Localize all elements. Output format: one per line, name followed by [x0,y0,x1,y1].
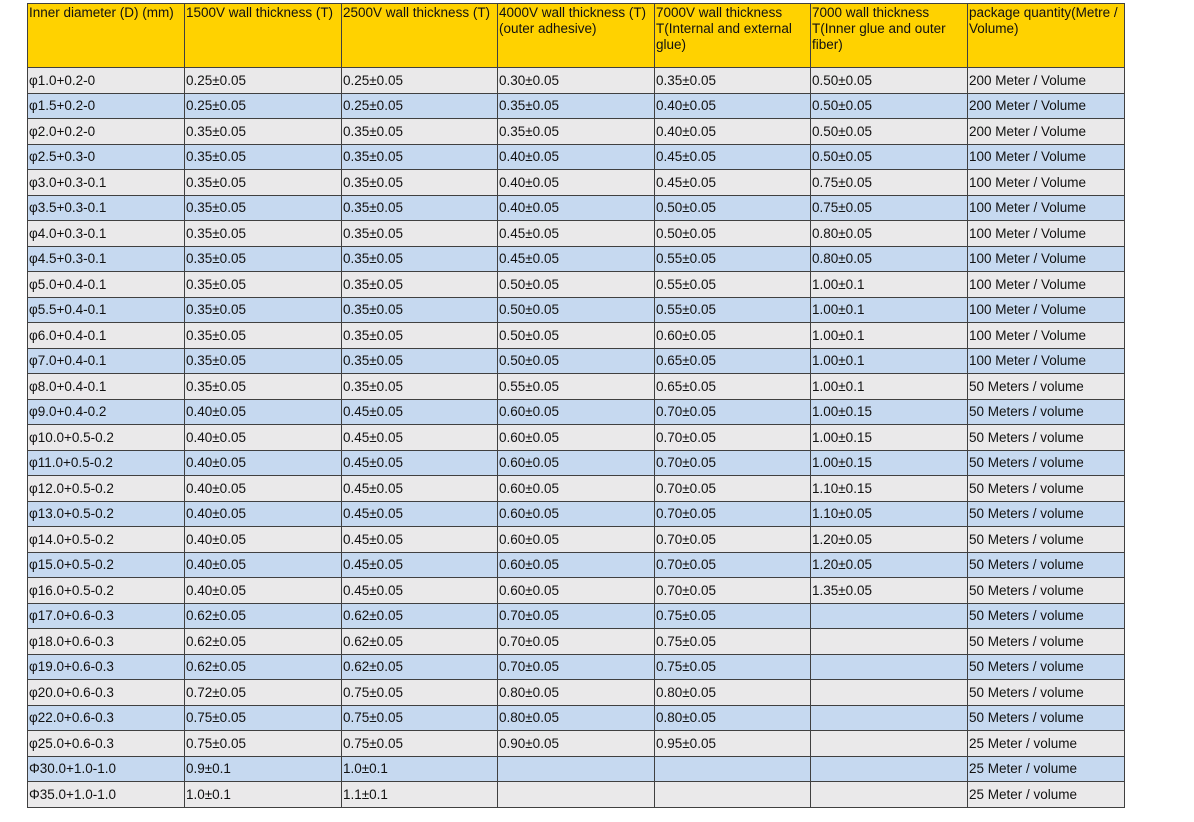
thickness-1500v-cell: 0.35±0.05 [185,348,342,374]
thickness-2500v-cell: 0.75±0.05 [342,680,498,706]
thickness-2500v-cell: 0.35±0.05 [342,323,498,349]
thickness-4000v-cell: 0.35±0.05 [498,119,655,145]
table-row [28,731,1125,757]
package-quantity-cell: 200 Meter / Volume [968,119,1125,145]
thickness-1500v-cell: 0.35±0.05 [185,246,342,272]
thickness-4000v-cell: 0.45±0.05 [498,246,655,272]
thickness-2500v-cell: 0.62±0.05 [342,654,498,680]
thickness-4000v-cell: 0.55±0.05 [498,374,655,400]
table-row [28,221,1125,247]
table-row [28,603,1125,629]
header-row [28,4,1125,68]
thickness-7000-fiber-cell: 0.75±0.05 [811,195,968,221]
thickness-4000v-cell: 0.60±0.05 [498,425,655,451]
thickness-7000v-glue-cell: 0.70±0.05 [655,476,811,502]
thickness-7000v-glue-cell: 0.40±0.05 [655,119,811,145]
inner-diameter-cell: φ19.0+0.6-0.3 [28,654,185,680]
thickness-2500v-cell: 0.35±0.05 [342,221,498,247]
thickness-4000v-cell: 0.80±0.05 [498,680,655,706]
thickness-7000v-glue-cell: 0.55±0.05 [655,297,811,323]
thickness-7000v-glue-cell [655,756,811,782]
package-quantity-cell: 100 Meter / Volume [968,246,1125,272]
thickness-7000v-glue-cell: 0.70±0.05 [655,425,811,451]
thickness-7000v-glue-cell: 0.45±0.05 [655,144,811,170]
thickness-7000-fiber-cell: 1.35±0.05 [811,578,968,604]
thickness-1500v-cell: 0.40±0.05 [185,399,342,425]
thickness-7000-fiber-cell: 1.00±0.1 [811,348,968,374]
thickness-2500v-cell: 0.25±0.05 [342,93,498,119]
thickness-4000v-cell: 0.50±0.05 [498,297,655,323]
package-quantity-cell: 50 Meters / volume [968,680,1125,706]
inner-diameter-cell: φ22.0+0.6-0.3 [28,705,185,731]
thickness-1500v-cell: 0.9±0.1 [185,756,342,782]
package-quantity-cell: 100 Meter / Volume [968,144,1125,170]
inner-diameter-cell: φ1.5+0.2-0 [28,93,185,119]
table-row [28,348,1125,374]
thickness-7000v-glue-cell: 0.35±0.05 [655,68,811,94]
header-2500v-thickness: 2500V wall thickness (T) [342,4,498,68]
thickness-4000v-cell [498,782,655,808]
thickness-4000v-cell: 0.60±0.05 [498,501,655,527]
package-quantity-cell: 100 Meter / Volume [968,297,1125,323]
table-row [28,501,1125,527]
thickness-4000v-cell: 0.80±0.05 [498,705,655,731]
thickness-1500v-cell: 0.35±0.05 [185,144,342,170]
table-row [28,170,1125,196]
thickness-7000v-glue-cell: 0.75±0.05 [655,629,811,655]
thickness-1500v-cell: 0.40±0.05 [185,552,342,578]
table-row [28,756,1125,782]
header-7000-fiber-thickness: 7000 wall thickness T(Inner glue and outer fiber) [811,4,968,68]
thickness-4000v-cell: 0.40±0.05 [498,195,655,221]
table-row [28,425,1125,451]
package-quantity-cell: 100 Meter / Volume [968,170,1125,196]
thickness-1500v-cell: 0.35±0.05 [185,119,342,145]
thickness-1500v-cell: 0.35±0.05 [185,297,342,323]
package-quantity-cell: 50 Meters / volume [968,527,1125,553]
table-row [28,450,1125,476]
inner-diameter-cell: φ20.0+0.6-0.3 [28,680,185,706]
thickness-7000v-glue-cell: 0.80±0.05 [655,680,811,706]
thickness-7000v-glue-cell: 0.50±0.05 [655,221,811,247]
thickness-1500v-cell: 0.35±0.05 [185,221,342,247]
thickness-2500v-cell: 0.62±0.05 [342,603,498,629]
spec-table [27,3,1125,808]
inner-diameter-cell: φ4.0+0.3-0.1 [28,221,185,247]
thickness-7000-fiber-cell: 1.00±0.15 [811,425,968,451]
thickness-4000v-cell: 0.70±0.05 [498,654,655,680]
header-4000v-thickness: 4000V wall thickness (T) (outer adhesive) [498,4,655,68]
thickness-2500v-cell: 1.0±0.1 [342,756,498,782]
thickness-7000-fiber-cell [811,629,968,655]
thickness-1500v-cell: 0.62±0.05 [185,629,342,655]
thickness-7000v-glue-cell [655,782,811,808]
thickness-4000v-cell: 0.60±0.05 [498,527,655,553]
table-row [28,782,1125,808]
package-quantity-cell: 100 Meter / Volume [968,323,1125,349]
inner-diameter-cell: φ3.5+0.3-0.1 [28,195,185,221]
inner-diameter-cell: φ1.0+0.2-0 [28,68,185,94]
thickness-2500v-cell: 0.62±0.05 [342,629,498,655]
table-row [28,144,1125,170]
inner-diameter-cell: φ12.0+0.5-0.2 [28,476,185,502]
thickness-2500v-cell: 0.45±0.05 [342,527,498,553]
inner-diameter-cell: φ6.0+0.4-0.1 [28,323,185,349]
thickness-7000v-glue-cell: 0.55±0.05 [655,272,811,298]
thickness-7000-fiber-cell: 1.00±0.15 [811,399,968,425]
package-quantity-cell: 50 Meters / volume [968,476,1125,502]
package-quantity-cell: 100 Meter / Volume [968,272,1125,298]
thickness-2500v-cell: 0.25±0.05 [342,68,498,94]
package-quantity-cell: 50 Meters / volume [968,578,1125,604]
thickness-7000-fiber-cell: 1.00±0.1 [811,272,968,298]
package-quantity-cell: 100 Meter / Volume [968,348,1125,374]
package-quantity-cell: 25 Meter / volume [968,756,1125,782]
inner-diameter-cell: φ15.0+0.5-0.2 [28,552,185,578]
package-quantity-cell: 50 Meters / volume [968,603,1125,629]
thickness-1500v-cell: 0.40±0.05 [185,476,342,502]
thickness-1500v-cell: 0.35±0.05 [185,272,342,298]
table-header [28,4,1125,68]
thickness-7000-fiber-cell: 1.00±0.1 [811,374,968,400]
thickness-1500v-cell: 1.0±0.1 [185,782,342,808]
table-row [28,629,1125,655]
thickness-7000-fiber-cell [811,603,968,629]
thickness-7000v-glue-cell: 0.70±0.05 [655,552,811,578]
thickness-2500v-cell: 0.45±0.05 [342,450,498,476]
thickness-7000-fiber-cell: 1.20±0.05 [811,527,968,553]
package-quantity-cell: 50 Meters / volume [968,629,1125,655]
inner-diameter-cell: φ17.0+0.6-0.3 [28,603,185,629]
inner-diameter-cell: φ10.0+0.5-0.2 [28,425,185,451]
inner-diameter-cell: Φ35.0+1.0-1.0 [28,782,185,808]
inner-diameter-cell: φ18.0+0.6-0.3 [28,629,185,655]
thickness-7000v-glue-cell: 0.55±0.05 [655,246,811,272]
thickness-2500v-cell: 0.35±0.05 [342,144,498,170]
inner-diameter-cell: φ3.0+0.3-0.1 [28,170,185,196]
thickness-7000-fiber-cell: 0.50±0.05 [811,93,968,119]
thickness-7000-fiber-cell: 1.20±0.05 [811,552,968,578]
thickness-4000v-cell: 0.70±0.05 [498,629,655,655]
inner-diameter-cell: φ7.0+0.4-0.1 [28,348,185,374]
thickness-1500v-cell: 0.25±0.05 [185,93,342,119]
thickness-4000v-cell: 0.60±0.05 [498,578,655,604]
thickness-7000v-glue-cell: 0.50±0.05 [655,195,811,221]
thickness-4000v-cell: 0.60±0.05 [498,476,655,502]
package-quantity-cell: 25 Meter / volume [968,782,1125,808]
thickness-7000v-glue-cell: 0.75±0.05 [655,603,811,629]
package-quantity-cell: 50 Meters / volume [968,501,1125,527]
thickness-4000v-cell: 0.50±0.05 [498,272,655,298]
thickness-7000-fiber-cell: 1.10±0.05 [811,501,968,527]
thickness-7000-fiber-cell: 1.00±0.15 [811,450,968,476]
thickness-1500v-cell: 0.35±0.05 [185,195,342,221]
package-quantity-cell: 100 Meter / Volume [968,195,1125,221]
thickness-2500v-cell: 0.45±0.05 [342,399,498,425]
inner-diameter-cell: φ25.0+0.6-0.3 [28,731,185,757]
thickness-7000-fiber-cell: 0.50±0.05 [811,68,968,94]
thickness-4000v-cell: 0.60±0.05 [498,450,655,476]
thickness-4000v-cell: 0.30±0.05 [498,68,655,94]
header-inner-diameter: Inner diameter (D) (mm) [28,4,185,68]
thickness-4000v-cell: 0.45±0.05 [498,221,655,247]
table-row [28,399,1125,425]
header-7000v-glue-thickness: 7000V wall thickness T(Internal and external glue) [655,4,811,68]
thickness-2500v-cell: 0.35±0.05 [342,374,498,400]
table-row [28,680,1125,706]
thickness-7000v-glue-cell: 0.70±0.05 [655,527,811,553]
package-quantity-cell: 100 Meter / Volume [968,221,1125,247]
thickness-1500v-cell: 0.35±0.05 [185,374,342,400]
package-quantity-cell: 50 Meters / volume [968,654,1125,680]
thickness-1500v-cell: 0.40±0.05 [185,501,342,527]
package-quantity-cell: 50 Meters / volume [968,399,1125,425]
thickness-7000v-glue-cell: 0.75±0.05 [655,654,811,680]
table-row [28,374,1125,400]
thickness-7000v-glue-cell: 0.80±0.05 [655,705,811,731]
thickness-2500v-cell: 0.45±0.05 [342,425,498,451]
thickness-1500v-cell: 0.62±0.05 [185,603,342,629]
inner-diameter-cell: φ5.0+0.4-0.1 [28,272,185,298]
thickness-2500v-cell: 0.35±0.05 [342,246,498,272]
thickness-4000v-cell: 0.90±0.05 [498,731,655,757]
thickness-1500v-cell: 0.75±0.05 [185,705,342,731]
inner-diameter-cell: φ16.0+0.5-0.2 [28,578,185,604]
thickness-7000v-glue-cell: 0.60±0.05 [655,323,811,349]
thickness-7000v-glue-cell: 0.45±0.05 [655,170,811,196]
thickness-1500v-cell: 0.72±0.05 [185,680,342,706]
thickness-2500v-cell: 0.35±0.05 [342,297,498,323]
thickness-1500v-cell: 0.40±0.05 [185,425,342,451]
thickness-7000v-glue-cell: 0.70±0.05 [655,399,811,425]
thickness-7000-fiber-cell [811,680,968,706]
inner-diameter-cell: φ11.0+0.5-0.2 [28,450,185,476]
inner-diameter-cell: φ2.5+0.3-0 [28,144,185,170]
thickness-1500v-cell: 0.40±0.05 [185,578,342,604]
table-row [28,272,1125,298]
table-row [28,68,1125,94]
thickness-7000-fiber-cell [811,756,968,782]
thickness-7000-fiber-cell: 0.80±0.05 [811,246,968,272]
table-row [28,323,1125,349]
inner-diameter-cell: Φ30.0+1.0-1.0 [28,756,185,782]
thickness-7000v-glue-cell: 0.70±0.05 [655,450,811,476]
inner-diameter-cell: φ9.0+0.4-0.2 [28,399,185,425]
table-row [28,578,1125,604]
inner-diameter-cell: φ14.0+0.5-0.2 [28,527,185,553]
thickness-7000-fiber-cell [811,705,968,731]
inner-diameter-cell: φ5.5+0.4-0.1 [28,297,185,323]
thickness-2500v-cell: 0.45±0.05 [342,501,498,527]
thickness-7000v-glue-cell: 0.95±0.05 [655,731,811,757]
thickness-4000v-cell: 0.50±0.05 [498,323,655,349]
thickness-4000v-cell: 0.60±0.05 [498,552,655,578]
package-quantity-cell: 50 Meters / volume [968,705,1125,731]
thickness-2500v-cell: 0.45±0.05 [342,578,498,604]
thickness-1500v-cell: 0.40±0.05 [185,527,342,553]
inner-diameter-cell: φ4.5+0.3-0.1 [28,246,185,272]
thickness-2500v-cell: 0.35±0.05 [342,170,498,196]
table-row [28,476,1125,502]
thickness-2500v-cell: 1.1±0.1 [342,782,498,808]
package-quantity-cell: 25 Meter / volume [968,731,1125,757]
inner-diameter-cell: φ13.0+0.5-0.2 [28,501,185,527]
thickness-7000-fiber-cell: 1.00±0.1 [811,297,968,323]
header-package-quantity: package quantity(Metre / Volume) [968,4,1125,68]
table-row [28,297,1125,323]
thickness-2500v-cell: 0.35±0.05 [342,272,498,298]
thickness-4000v-cell [498,756,655,782]
thickness-7000v-glue-cell: 0.70±0.05 [655,578,811,604]
thickness-7000v-glue-cell: 0.40±0.05 [655,93,811,119]
thickness-7000-fiber-cell: 0.75±0.05 [811,170,968,196]
package-quantity-cell: 200 Meter / Volume [968,68,1125,94]
thickness-7000-fiber-cell: 1.10±0.15 [811,476,968,502]
thickness-7000v-glue-cell: 0.70±0.05 [655,501,811,527]
header-1500v-thickness: 1500V wall thickness (T) [185,4,342,68]
thickness-7000-fiber-cell [811,654,968,680]
thickness-4000v-cell: 0.70±0.05 [498,603,655,629]
thickness-7000-fiber-cell [811,731,968,757]
thickness-1500v-cell: 0.40±0.05 [185,450,342,476]
package-quantity-cell: 50 Meters / volume [968,552,1125,578]
thickness-1500v-cell: 0.75±0.05 [185,731,342,757]
thickness-7000-fiber-cell [811,782,968,808]
table-row [28,93,1125,119]
thickness-7000-fiber-cell: 0.80±0.05 [811,221,968,247]
thickness-7000v-glue-cell: 0.65±0.05 [655,374,811,400]
table-body [28,68,1125,808]
thickness-1500v-cell: 0.62±0.05 [185,654,342,680]
package-quantity-cell: 200 Meter / Volume [968,93,1125,119]
thickness-1500v-cell: 0.35±0.05 [185,323,342,349]
thickness-2500v-cell: 0.75±0.05 [342,731,498,757]
thickness-4000v-cell: 0.40±0.05 [498,144,655,170]
table-row [28,552,1125,578]
table-row [28,527,1125,553]
table-row [28,195,1125,221]
thickness-1500v-cell: 0.35±0.05 [185,170,342,196]
inner-diameter-cell: φ2.0+0.2-0 [28,119,185,145]
table-row [28,654,1125,680]
table-row [28,705,1125,731]
thickness-2500v-cell: 0.75±0.05 [342,705,498,731]
thickness-4000v-cell: 0.50±0.05 [498,348,655,374]
thickness-4000v-cell: 0.35±0.05 [498,93,655,119]
table-row [28,119,1125,145]
thickness-2500v-cell: 0.45±0.05 [342,552,498,578]
package-quantity-cell: 50 Meters / volume [968,374,1125,400]
package-quantity-cell: 50 Meters / volume [968,450,1125,476]
thickness-4000v-cell: 0.40±0.05 [498,170,655,196]
thickness-1500v-cell: 0.25±0.05 [185,68,342,94]
thickness-7000v-glue-cell: 0.65±0.05 [655,348,811,374]
thickness-7000-fiber-cell: 0.50±0.05 [811,144,968,170]
thickness-2500v-cell: 0.35±0.05 [342,119,498,145]
inner-diameter-cell: φ8.0+0.4-0.1 [28,374,185,400]
thickness-7000-fiber-cell: 0.50±0.05 [811,119,968,145]
thickness-4000v-cell: 0.60±0.05 [498,399,655,425]
table-row [28,246,1125,272]
package-quantity-cell: 50 Meters / volume [968,425,1125,451]
thickness-2500v-cell: 0.35±0.05 [342,195,498,221]
thickness-2500v-cell: 0.45±0.05 [342,476,498,502]
thickness-7000-fiber-cell: 1.00±0.1 [811,323,968,349]
thickness-2500v-cell: 0.35±0.05 [342,348,498,374]
